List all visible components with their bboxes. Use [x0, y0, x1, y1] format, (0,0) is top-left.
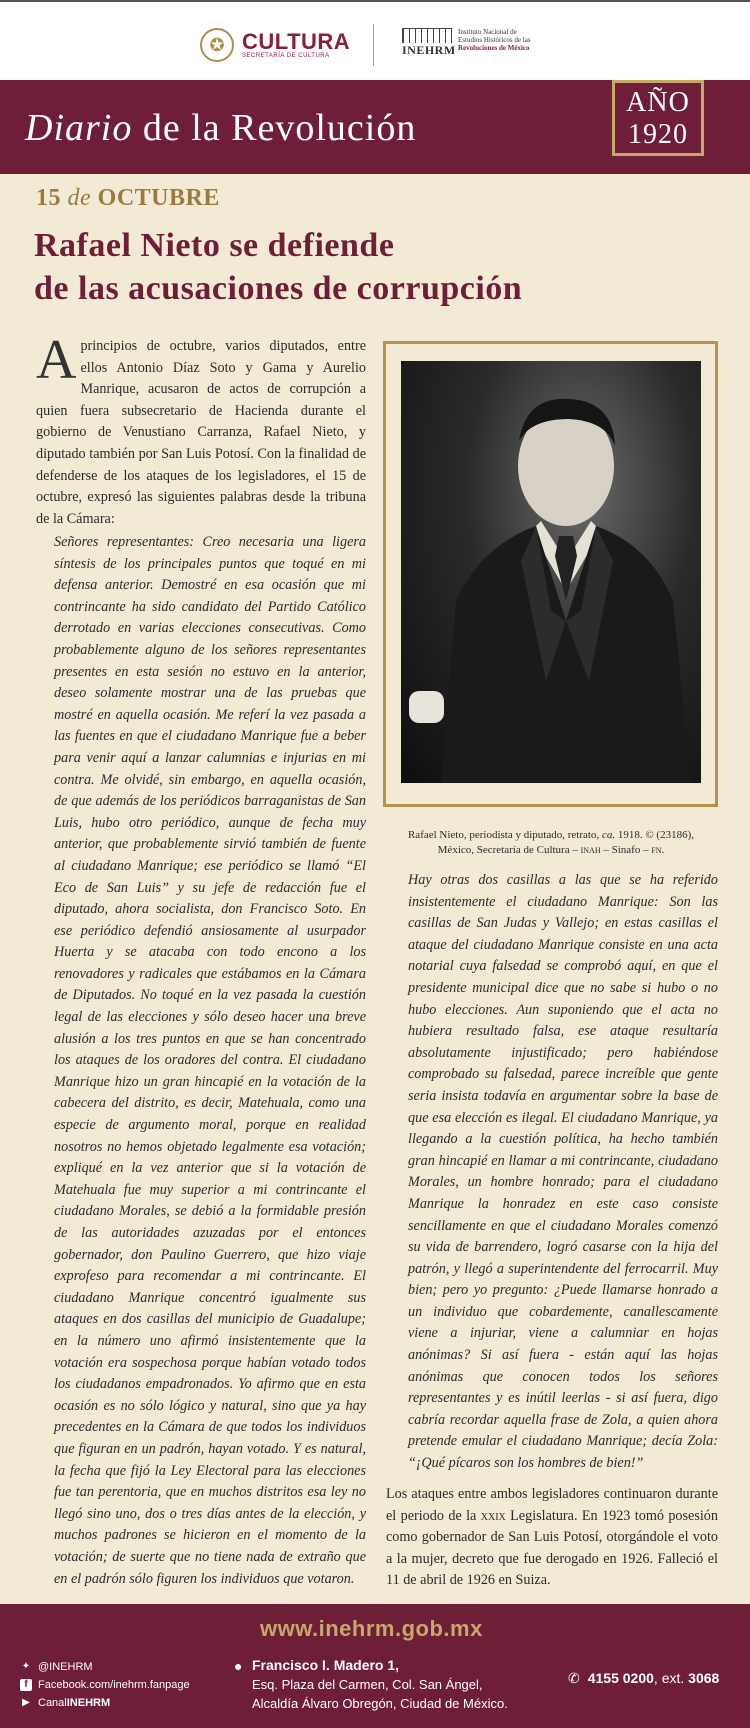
photo-caption: Rafael Nieto, periodista y diputado, retrato, ca. 1918. © (23186), México, Secretaría de Cultura – inah – Sinafo – fn.: [407, 829, 695, 856]
cultura-name: CULTURA: [242, 29, 351, 54]
facebook-link[interactable]: f Facebook.com/inehrm.fanpage: [20, 1676, 190, 1694]
location-pin-icon: ●: [234, 1658, 243, 1674]
article-date: 15 de OCTUBRE: [36, 185, 220, 211]
youtube-icon: ▶: [22, 1697, 30, 1708]
cultura-logo[interactable]: [200, 28, 350, 62]
year-value: 1920: [628, 119, 688, 150]
article-headline: Rafael Nieto se defiende de las acusaciones de corrupción: [34, 227, 523, 307]
phone-number[interactable]: ✆ 4155 0200, ext. 3068: [568, 1670, 720, 1686]
website-link[interactable]: www.inehrm.gob.mx: [260, 1616, 483, 1641]
year-label: AÑO: [626, 87, 690, 118]
closing-paragraph: Los ataques entre ambos legisladores continuaron durante el periodo de la xxix Legislatura. En 1923 tomó posesión como gobernador de San Luis Potosí, otorgándole el voto a la mujer, decreto que fue derogado en 1926. Falleció el 11 de abril de 1926 en Suiza.: [386, 1486, 718, 1589]
eagle-seal-icon: ✪: [200, 28, 234, 62]
building-icon: [402, 28, 452, 43]
year-box: [612, 80, 704, 156]
intro-paragraph: Aprincipios de octubre, varios diputados, entre ellos Antonio Díaz Soto y Gama y Aurelio Manrique, acusaron de actos de corrupción a quien fuera subsecretario de Hacienda durante el gobierno de Venustiano Carranza, Rafael Nieto, y diputado también por San Luis Potosí. Con la finalidad de defenderse de los ataques de los legisladores, el 15 de octubre, expresó las siguientes palabras desde la tribuna de la Cámara:: [36, 329, 366, 527]
inehrm-description: Instituto Nacional de Estudios Históricos de las Revoluciones de México: [458, 28, 531, 52]
youtube-link[interactable]: ▶ Canal INEHRM: [20, 1694, 190, 1712]
portrait-illustration: [401, 361, 701, 783]
speech-quote-right: Hay otras dos casillas a las que se ha referido insistentemente el ciudadano Manrique: Son las casillas de San Judas y Vallejo; en estas casillas el ataque del ciudadano Manrique consiste en una acta notarial cuya falsedad se comprobó aquí, en que el presidente municipal dice que no sabe si hubo o no hubo elecciones. Aun suponiendo que el acta no hubiera resultado falsa, ese ataque resultaría absolutamente injustificado; pero habiéndose comprobado su falsedad, parece increíble que gente seria insista todavía en argumentar sobre la base de que esa elección es ilegal. El ciudadano Manrique, ya llegando a la cuestión política, ha hecho también gran hincapié en llamar a mi contrincante, ciudadano Morales, un hombre honrado; para el ciudadano Manrique la honradez en este caso consiste sencillamente en que el ciudadano Morales comenzó su vida de barrendero, logró casarse con la hija del patrón, y llegó a superintendente del ferrocarril. Muy bien; pero yo pregunto: ¿Puede llamarse honrado a un individuo que cobardemente, canallescamente viene a injuriar, viene a calumniar en hojas anónimas? Si así fuera - están aquí las hojas anónimas que conocen todos los señores representantes y es inútil leerlas - si así fuera, digo cabría recordar aquella frase de Zola, a quien ahora pretende emular el ciudadano Manrique; decía Zola: “¡Qué pícaros son los hombres de bien!”: [408, 872, 718, 1472]
twitter-link[interactable]: ✦ @INEHRM: [21, 1661, 93, 1673]
drop-cap: A: [36, 329, 77, 391]
inehrm-name: INEHRM: [402, 43, 456, 57]
speech-quote-left: Señores representantes: Creo necesaria una ligera síntesis de los principales puntos que toqué en mi defensa anterior. Demostré en esa ocasión que mi contrincante ha sido candidato del Partido Católico derrotado en varias elecciones consecutivas. Como probablemente alguno de los señores representantes presentes en esta sesión no estuvo en la anterior, deseo solamente mostrar una de las pruebas que mostré en aquella ocasión. Me referí la vez pasada a las fuentes en que el ciudadano Manrique fue a beber para venir aquí a lanzar calumnias e injurias en mi contra. Me olvidé, sin embargo, en aquella ocasión, de que además de los periódicos barraganistas de San Luis, hubo otro periódico, aunque de fecha muy anterior, que probablemente sirvió también de fuente al ciudadano Manrique; ese periódico se llamó “El Eco de San Luis” y su jefe de redacción fue el diputado, ahora socialista, don Francisco Soto. En ese periódico defendió ansiosamente al usurpador Huerta y se atacaba con todo encono a los renovadores y radicales que estábamos en la Cámara de Diputados. No toqué en la vez pasada la cuestión legal de las elecciones y sólo deseo hacer una breve alusión a los tres puntos en que se han concentrado los ataques de los oradores del contra. El ciudadano Manrique hizo un gran hincapié en la votación de la cabecera del distrito, es decir, Matehuala, como una especie de argumento moral, porque en realidad nosotros no hemos objetado legalmente esa votación; expliqué en la vez anterior que si la votación de Matehuala fue muy superior a mi contrincante el ciudadano Morales, se debió a la formidable presión de las autoridades azuzadas por el entonces gobernador, don Paulino Guerrero, que hizo viaje exprofeso para recomendar a mi contrincante. El ciudadano Manrique concentró igualmente sus ataques en dos casillas del municipio de Guadalupe; en la número uno afirmó insistentemente que la votación era sospechosa porque habían votado todos los ciudadanos empadronados. Yo afirmo que en esta ocasión es no sólo lógico y natural, sino que ya hay precedentes en la Cámara de que todos los individuos que figuran en un padrón, hayan votado. Y es natural, la fecha que fijó la Ley Electoral para las elecciones fue tan perentoria, que en muchos distritos esa ley no llegó sino uno, dos o tres días antes de la elección, y muchos padrones se hicieron en el momento de la votación; de suerte que no tiene nada de extraño que en el padrón sólo figuren los individuos que votaron.: [54, 534, 366, 1587]
publication-title: Diario de la Revolución: [25, 107, 417, 149]
twitter-icon: ✦: [21, 1661, 31, 1672]
portrait-photo[interactable]: [401, 361, 701, 783]
cultura-subtitle: SECRETARÍA DE CULTURA: [242, 53, 330, 59]
phone-icon: ✆: [568, 1670, 580, 1686]
social-links: [20, 1658, 190, 1712]
inehrm-logo[interactable]: [402, 28, 538, 58]
address: ● Francisco I. Madero 1, Esq. Plaza del Carmen, Col. San Ángel, Alcaldía Álvaro Obregón, Ciudad de México.: [234, 1657, 508, 1711]
facebook-icon: f: [20, 1679, 32, 1691]
top-logo-bar: [0, 0, 750, 80]
logo-divider: [373, 24, 374, 66]
